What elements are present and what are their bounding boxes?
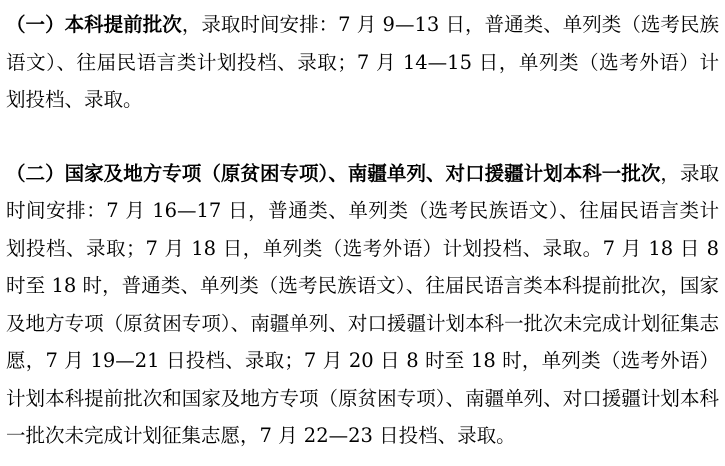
paragraph-block-2 — [6, 119, 719, 455]
paragraph-1-heading: （一）本科提前批次 — [6, 13, 182, 36]
paragraph-2-body: ，录取时间安排：7 月 16—17 日，普通类、单列类（选考民族语文）、往届民语言类计划投档、录取；7 月 18 日，单列类（选考外语）计划投档、录取。7 月 18 日 8 时至 18 时，普通类、单列类（选考民族语文）、往届民语言类本科提前批次，国家及地方专项（原贫困专项）、南疆单列、对口援疆计划本科一批次未完成计划征集志愿，7 月 19—21 日投档、录取；7 月 20 日 8 时至 18 时，单列类（选考外语）计划本科提前批次和国家及地方专项（原贫困专项）、南疆单列、对口援疆计划本科一批次未完成计划征集志愿，7 月 22—23 日投档、录取。 — [6, 161, 719, 447]
paragraph-1-body: ，录取时间安排：7 月 9—13 日，普通类、单列类（选考民族语文）、往届民语言类计划投档、录取；7 月 14—15 日，单列类（选考外语）计划投档、录取。 — [6, 13, 719, 111]
paragraph-2-heading: （二）国家及地方专项（原贫困专项）、南疆单列、对口援疆计划本科一批次 — [6, 161, 661, 185]
paragraph-block-1 — [6, 0, 719, 119]
